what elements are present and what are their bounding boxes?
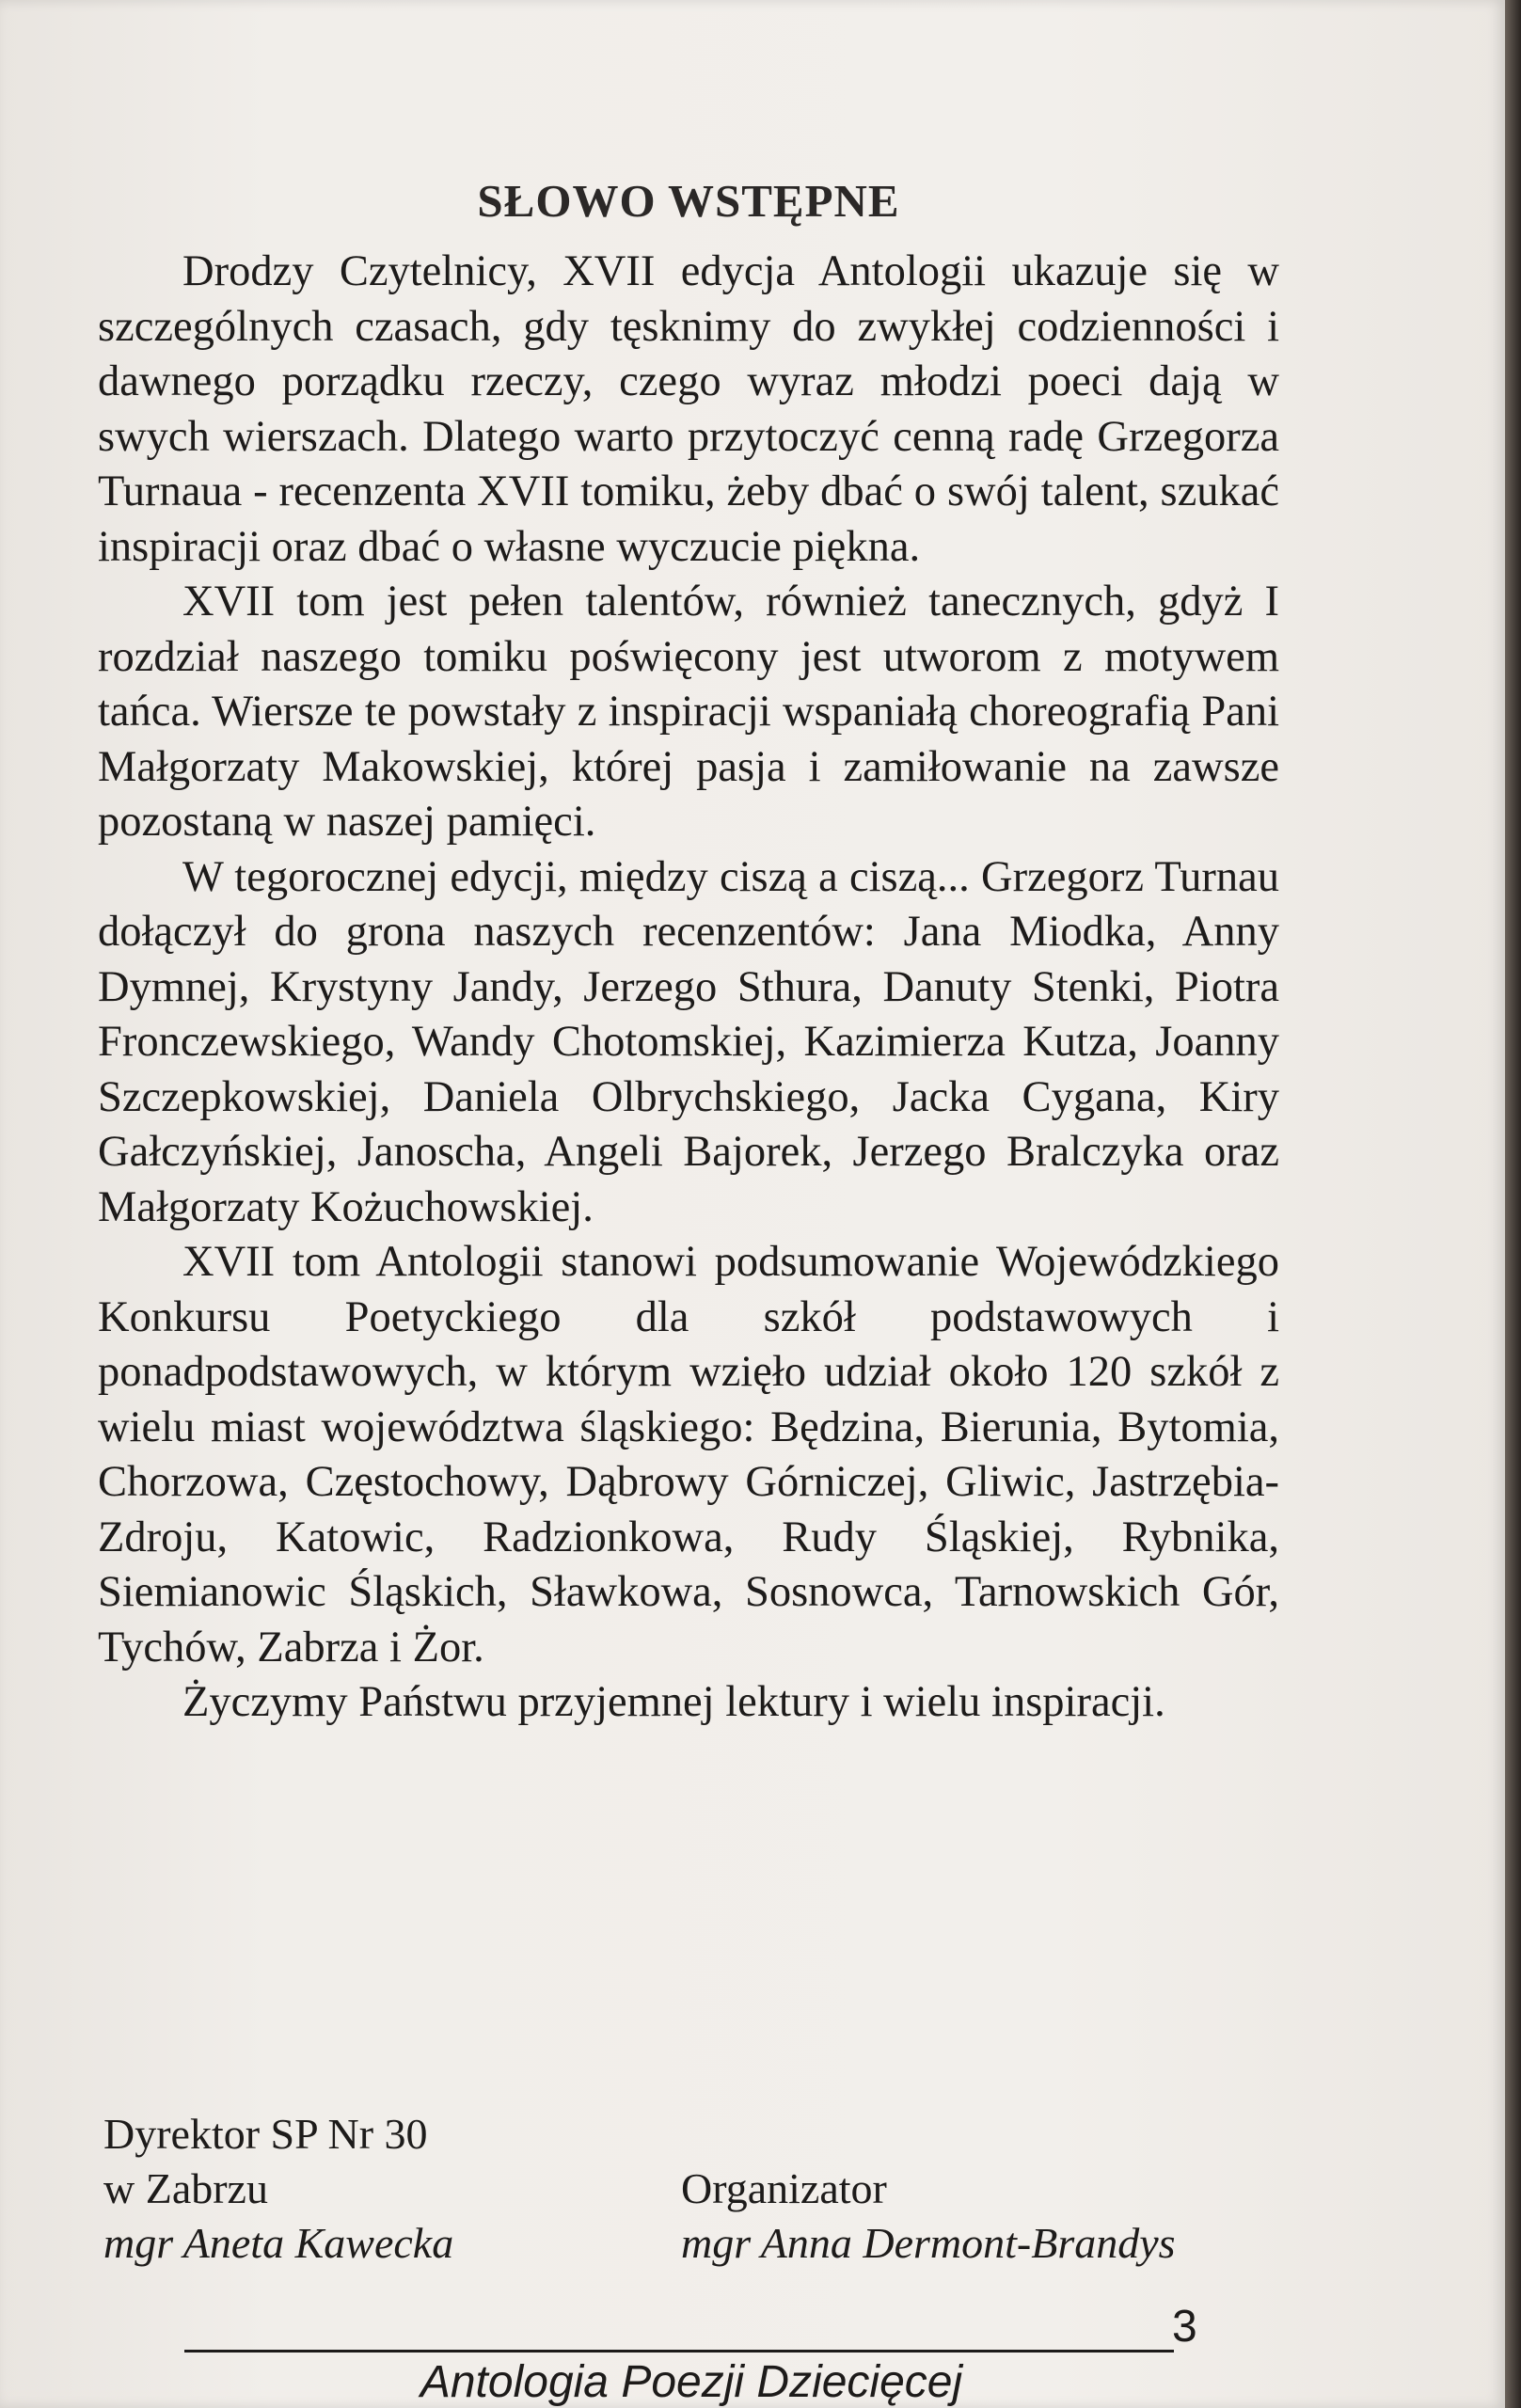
director-role: Dyrektor SP Nr 30 [103,2110,428,2158]
page-number: 3 [1172,2302,1197,2352]
signature-organizer [681,2162,1283,2271]
paragraph-1: Drodzy Czytelnicy, XVII edycja Antologii ukazuje się w szczególnych czasach, gdy tęsknimy do zwykłej codzienności i dawnego porządku rzeczy, czego wyraz młodzi poeci dają w swych wierszach. Dlatego warto przytoczyć cenną radę Grzegorza Turnaua - recenzenta XVII tomiku, żeby dbać o swój talent, szukać inspiracji oraz dbać o własne wyczucie piękna. [98,247,1279,571]
director-school: w Zabrzu [103,2164,268,2212]
paragraph-2: XVII tom jest pełen talentów, również tanecznych, gdyż I rozdział naszego tomiku poświęcony jest utworom z motywem tańca. Wiersze te powstały z inspiracji wspaniałą choreografią Pani Małgorzaty Makowskiej, której pasja i zamiłowanie na zawsze pozostaną w naszej pamięci. [98,578,1279,846]
paragraph-5: Życzymy Państwu przyjemnej lektury i wielu inspiracji. [182,1678,1165,1726]
page-title: SŁOWO WSTĘPNE [477,175,900,227]
footer-publication-title: Antologia Poezji Dziecięcej [420,2357,963,2407]
organizer-name: mgr Anna Dermont-Brandys [681,2219,1176,2267]
signature-director [103,2107,668,2271]
paragraph-4: XVII tom Antologii stanowi podsumowanie Wojewódzkiego Konkursu Poetyckiego dla szkół podstawowych i ponadpodstawowych, w którym wzięło udział około 120 szkół z wielu miast województwa śląskiego: Będzina, Bierunia, Bytomia, Chorzowa, Częstochowy, Dąbrowy Górniczej, Gliwic, Jastrzębia-Zdroju, Katowic, Radzionkowa, Rudy Śląskiej, Rybnika, Siemianowic Śląskich, Sławkowa, Sosnowca, Tarnowskich Gór, Tychów, Zabrza i Żor. [98,1238,1279,1671]
main-text-block [98,155,1279,1731]
footer-rule [184,2350,1174,2353]
page-edge-shadow [1505,0,1521,2408]
director-name: mgr Aneta Kawecka [103,2219,454,2267]
paragraph-3: W tegorocznej edycji, między ciszą a ciszą... Grzegorz Turnau dołączył do grona naszych recenzentów: Jana Miodka, Anny Dymnej, Krystyny Jandy, Jerzego Sthura, Danuty Stenki, Piotra Fronczewskiego, Wandy Chotomskiej, Kazimierza Kutza, Joanny Szczepkowskiej, Daniela Olbrychskiego, Jacka Cygana, Kiry Gałczyńskiej, Janoscha, Angeli Bajorek, Jerzego Bralczyka oraz Małgorzaty Kożuchowskiej. [98,852,1279,1231]
organizer-role: Organizator [681,2164,887,2212]
